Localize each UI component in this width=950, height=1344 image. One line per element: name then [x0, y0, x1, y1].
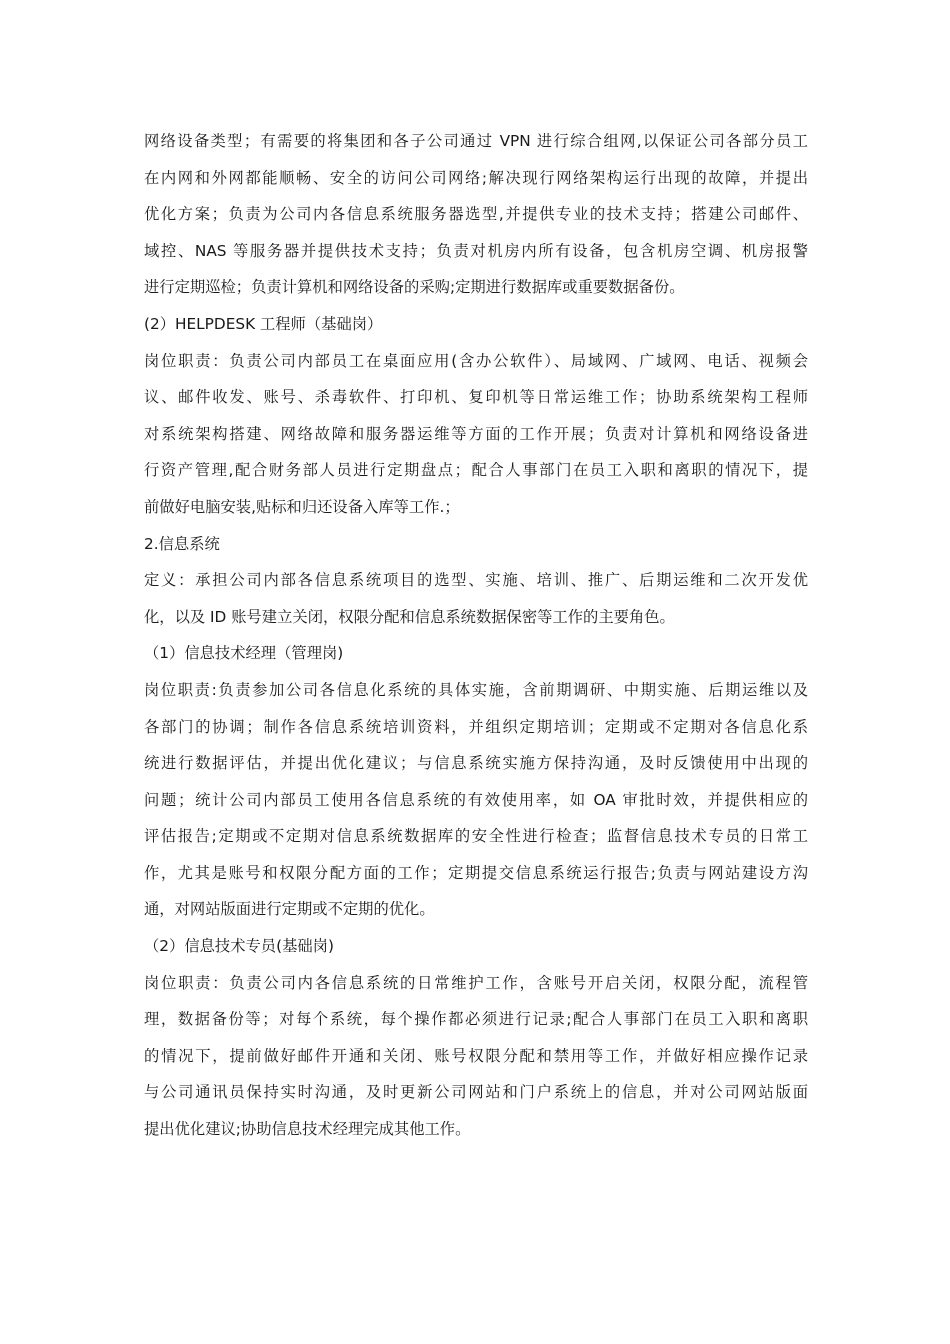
paragraph-line: 在内网和外网都能顺畅、安全的访问公司网络;解决现行网络架构运行出现的故障，并提出 — [144, 168, 808, 187]
section-heading: （1）信息技术经理（管理岗) — [144, 644, 344, 663]
paragraph-line: 问题；统计公司内部员工使用各信息系统的有效使用率，如 OA 审批时效，并提供相应的 — [144, 790, 808, 809]
document-body — [144, 123, 808, 1148]
paragraph-line: 理，数据备份等；对每个系统，每个操作都必须进行记录;配合人事部门在员工入职和离职 — [144, 1010, 808, 1029]
paragraph-line: 优化方案；负责为公司内各信息系统服务器选型,并提供专业的技术支持；搭建公司邮件、 — [144, 205, 808, 224]
paragraph-line: 前做好电脑安装,贴标和归还设备入库等工作.； — [144, 497, 460, 516]
paragraph-line: 域控、NAS 等服务器并提供技术支持；负责对机房内所有设备，包含机房空调、机房报警 — [144, 241, 808, 260]
paragraph-line: 定义：承担公司内部各信息系统项目的选型、实施、培训、推广、后期运维和二次开发优 — [144, 571, 808, 590]
paragraph-line: 网络设备类型；有需要的将集团和各子公司通过 VPN 进行综合组网,以保证公司各部分员工 — [144, 132, 808, 150]
paragraph-line: 与公司通讯员保持实时沟通，及时更新公司网站和门户系统上的信息，并对公司网站版面 — [144, 1083, 808, 1102]
paragraph-line: 统进行数据评估，并提出优化建议；与信息系统实施方保持沟通，及时反馈使用中出现的 — [144, 754, 808, 773]
paragraph-line: 的情况下，提前做好邮件开通和关闭、账号权限分配和禁用等工作，并做好相应操作记录 — [144, 1046, 808, 1065]
paragraph-line: 对系统架构搭建、网络故障和服务器运维等方面的工作开展；负责对计算机和网络设备进 — [144, 424, 808, 443]
paragraph-line: 评估报告;定期或不定期对信息系统数据库的安全性进行检查；监督信息技术专员的日常工 — [144, 827, 808, 846]
paragraph-line: 岗位职责：负责公司内各信息系统的日常维护工作，含账号开启关闭，权限分配，流程管 — [144, 973, 808, 992]
section-heading: （2）信息技术专员(基础岗) — [144, 937, 334, 956]
section-heading: 2.信息系统 — [144, 534, 220, 553]
paragraph-line: 议、邮件收发、账号、杀毒软件、打印机、复印机等日常运维工作；协助系统架构工程师 — [144, 388, 808, 407]
paragraph-line: 通，对网站版面进行定期或不定期的优化。 — [144, 900, 435, 919]
paragraph-line: 作，尤其是账号和权限分配方面的工作；定期提交信息系统运行报告;负责与网站建设方沟 — [144, 863, 808, 882]
paragraph-line: 进行定期巡检；负责计算机和网络设备的采购;定期进行数据库或重要数据备份。 — [144, 278, 685, 297]
paragraph-line: 岗位职责：负责公司内部员工在桌面应用(含办公软件）、局域网、广域网、电话、视频会 — [144, 351, 808, 370]
paragraph-line: 各部门的协调；制作各信息系统培训资料，并组织定期培训；定期或不定期对各信息化系 — [144, 717, 808, 736]
paragraph-line: 岗位职责:负责参加公司各信息化系统的具体实施，含前期调研、中期实施、后期运维以及 — [144, 680, 808, 699]
section-heading: (2）HELPDESK 工程师（基础岗） — [144, 314, 383, 333]
paragraph-line: 化，以及 ID 账号建立关闭，权限分配和信息系统数据保密等工作的主要角色。 — [144, 607, 675, 626]
paragraph-line: 行资产管理,配合财务部人员进行定期盘点；配合人事部门在员工入职和离职的情况下，提 — [144, 461, 808, 480]
paragraph-line: 提出优化建议;协助信息技术经理完成其他工作。 — [144, 1120, 471, 1139]
